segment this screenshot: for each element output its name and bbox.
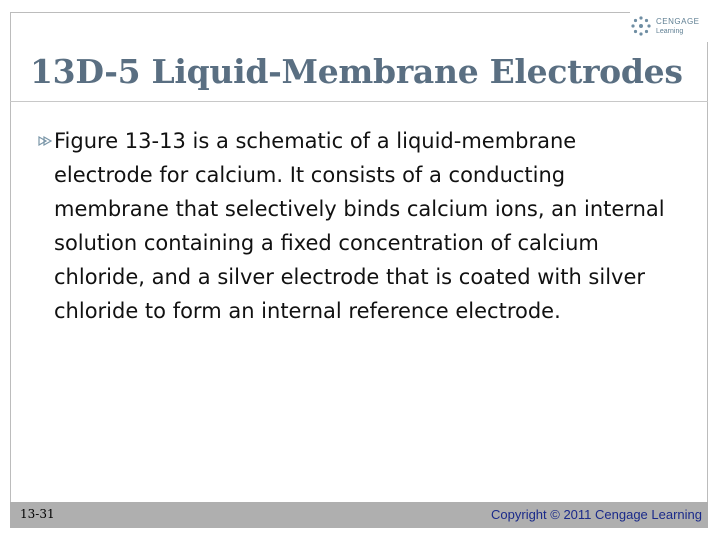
title-divider bbox=[10, 101, 708, 102]
logo-line-1: CENGAGE bbox=[656, 16, 700, 26]
cengage-logo bbox=[630, 10, 712, 42]
slide-body bbox=[38, 124, 678, 328]
bullet-icon bbox=[38, 124, 54, 158]
cengage-logo-icon bbox=[630, 15, 652, 37]
bullet-item bbox=[38, 124, 678, 328]
slide-title: 13D-5 Liquid-Membrane Electrodes bbox=[30, 52, 683, 91]
copyright-notice: Copyright © 2011 Cengage Learning bbox=[491, 507, 702, 522]
slide-footer bbox=[10, 502, 708, 528]
slide-number: 13-31 bbox=[20, 507, 55, 521]
bullet-text: Figure 13-13 is a schematic of a liquid-membrane electrode for calcium. It consists of a conducting membrane that selectively binds calcium ions, an internal solution containing a fixed concentration of calcium chloride, and a silver electrode that is coated with silver chloride to form an internal reference electrode. bbox=[54, 129, 665, 323]
logo-text bbox=[656, 18, 700, 35]
logo-line-2: Learning bbox=[656, 27, 684, 35]
